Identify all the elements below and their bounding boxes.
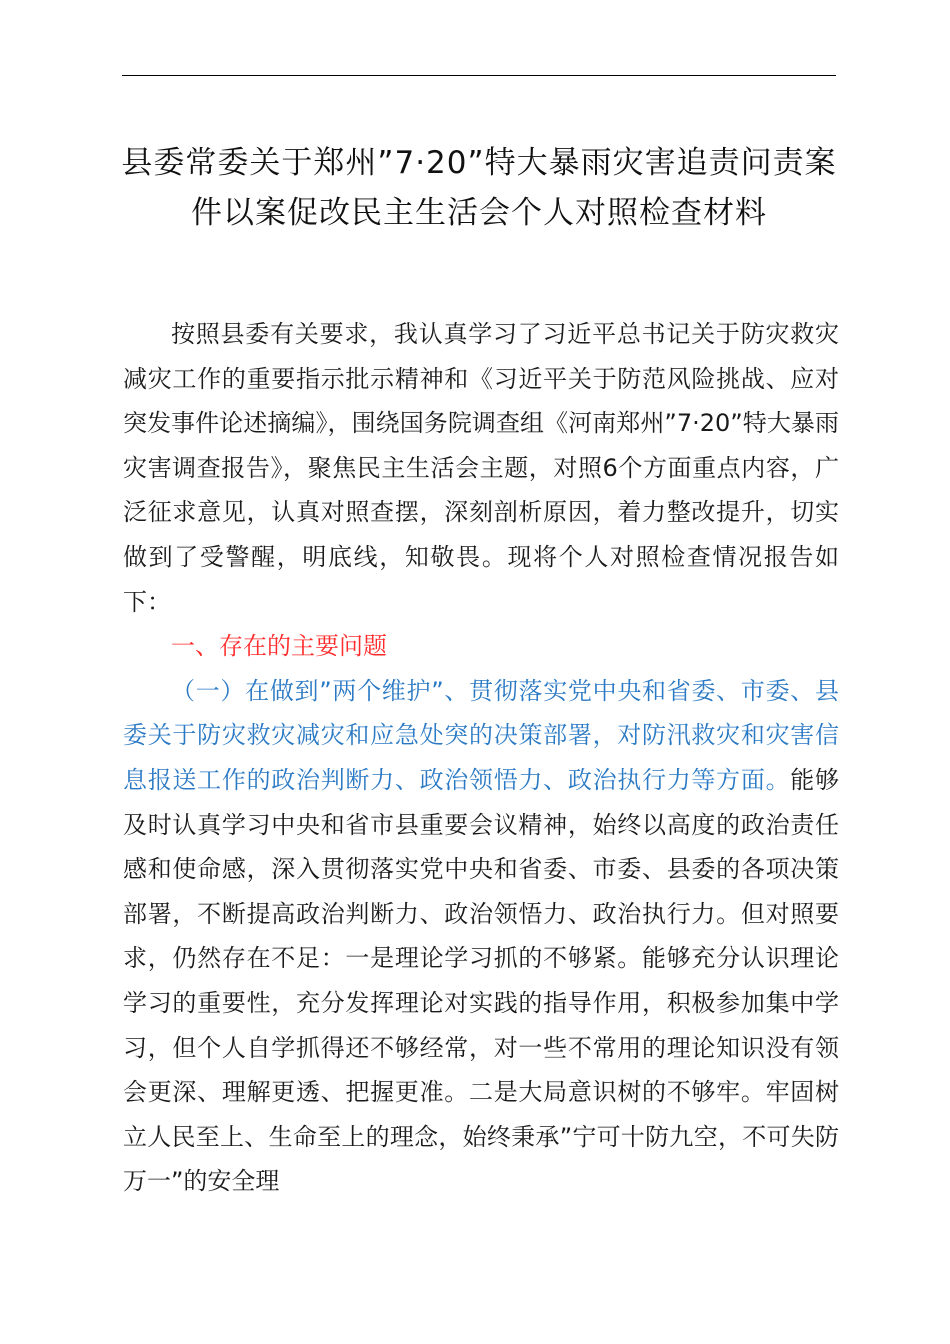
subsection-heading: （一）在做到”两个维护”、贯彻落实党中央和省委、市委、县委关于防灾救灾减灾和应急处突的决策部署，对防汛救灾和灾害信息报送工作的政治判断力、政治领悟力、政治执行力等方面。 [123, 676, 839, 794]
subsection-body: 能够及时认真学习中央和省市县重要会议精神，始终以高度的政治责任感和使命感，深入贯彻落实党中央和省委、市委、县委的各项决策部署，不断提高政治判断力、政治领悟力、政治执行力。但对照要求，仍然存在不足：一是理论学习抓的不够紧。能够充分认识理论学习的重要性，充分发挥理论对实践的指导作用，积极参加集中学习，但个人自学抓得还不够经常，对一些不常用的理论知识没有领会更深、理解更透、把握更准。二是大局意识树的不够牢。牢固树立人民至上、生命至上的理念，始终秉承”宁可十防九空，不可失防万一”的安全理 [123, 765, 840, 1196]
document-body [123, 312, 839, 1204]
intro-paragraph: 按照县委有关要求，我认真学习了习近平总书记关于防灾救灾减灾工作的重要指示批示精神和《习近平关于防范风险挑战、应对突发事件论述摘编》，围绕国务院调查组《河南郑州”7·20”特大暴雨灾害调查报告》，聚焦民主生活会主题，对照6个方面重点内容，广泛征求意见，认真对照查摆，深刻剖析原因，着力整改提升，切实做到了受警醒，明底线，知敬畏。现将个人对照检查情况报告如下： [123, 320, 839, 616]
section-heading-problems: 一、存在的主要问题 [171, 632, 387, 661]
subsection-paragraph [123, 669, 839, 1204]
document-title: 县委常委关于郑州”7·20”特大暴雨灾害追责问责案件以案促改民主生活会个人对照检查材料 [121, 145, 837, 231]
header-rule [122, 75, 836, 76]
